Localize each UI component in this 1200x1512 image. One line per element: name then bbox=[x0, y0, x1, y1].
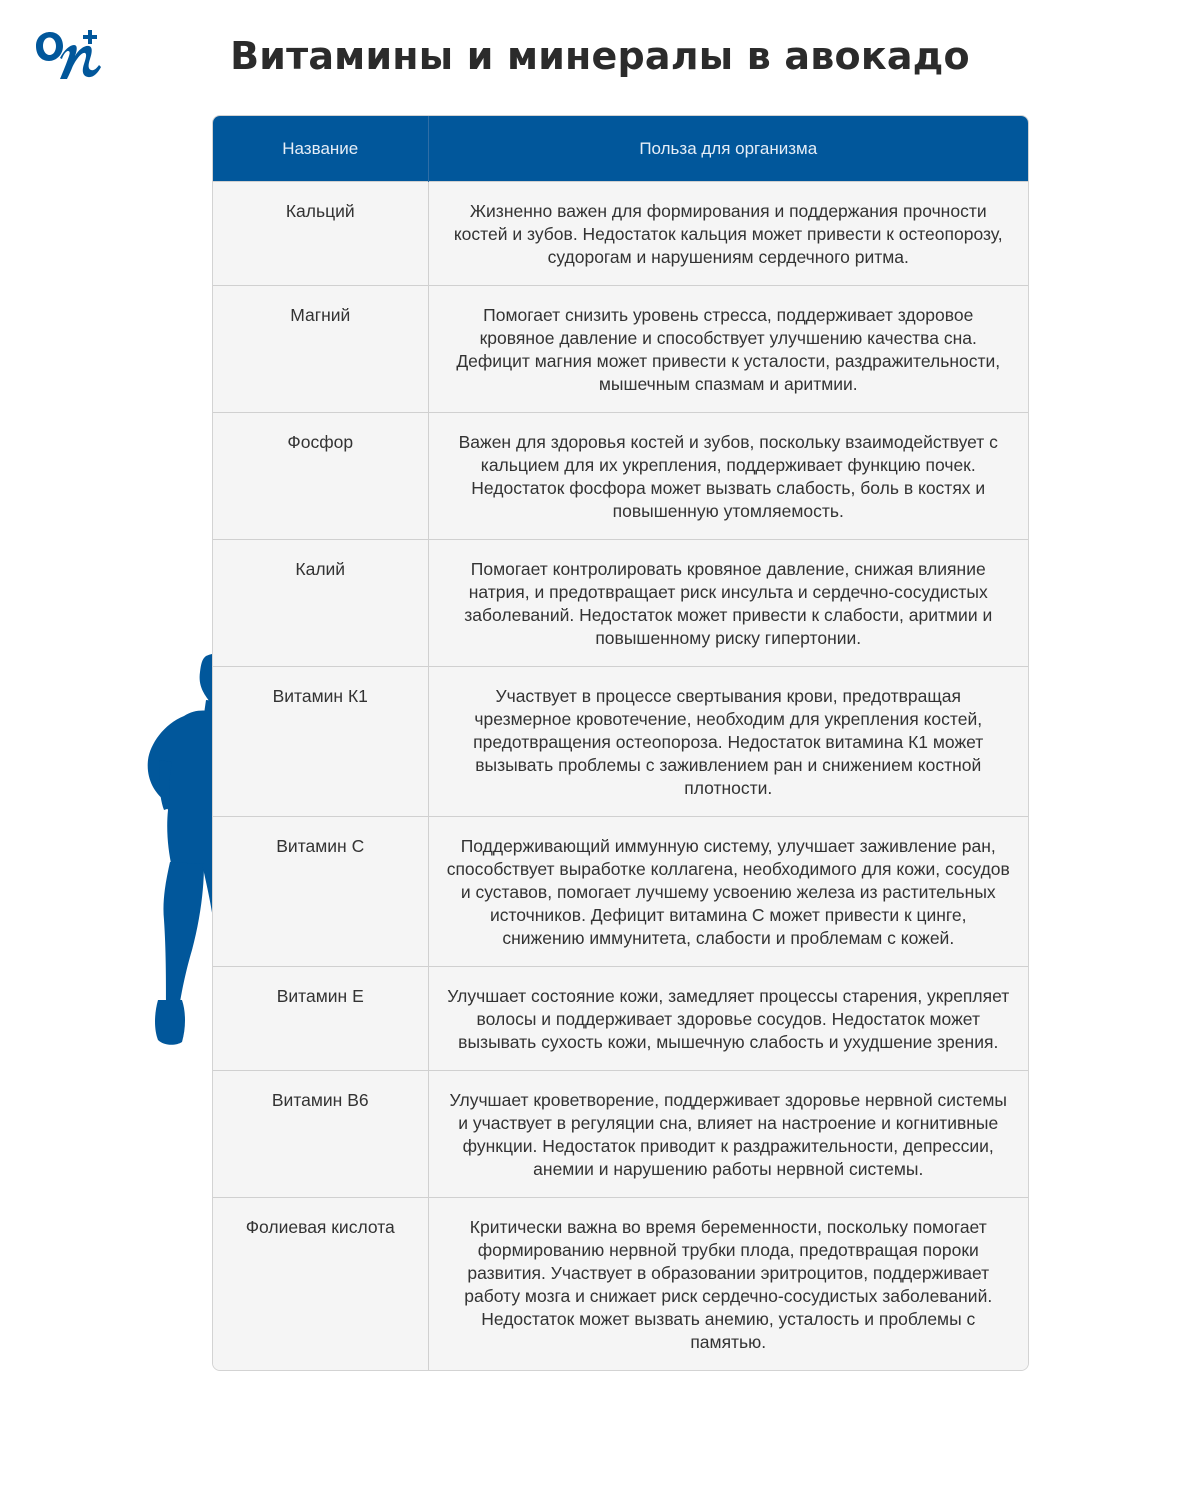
nutrient-name: Витамин В6 bbox=[213, 1071, 428, 1198]
nutrient-benefit: Важен для здоровья костей и зубов, поскольку взаимодействует с кальцием для их укрепления, поддерживает функцию почек. Недостаток фосфора может вызвать слабость, боль в костях и повышенную утомляемость. bbox=[428, 413, 1028, 540]
column-header-name: Название bbox=[213, 116, 428, 182]
column-header-benefit: Польза для организма bbox=[428, 116, 1028, 182]
table-row bbox=[213, 540, 1028, 667]
table-row bbox=[213, 667, 1028, 817]
table-row bbox=[213, 182, 1028, 286]
table-header-row bbox=[213, 116, 1028, 182]
nutrient-name: Фосфор bbox=[213, 413, 428, 540]
vitamins-table bbox=[212, 115, 1029, 1371]
nutrient-benefit: Жизненно важен для формирования и поддержания прочности костей и зубов. Недостаток кальция может привести к остеопорозу, судорогам и нарушениям сердечного ритма. bbox=[428, 182, 1028, 286]
nutrient-name: Витамин С bbox=[213, 817, 428, 967]
nutrient-benefit: Помогает снизить уровень стресса, поддерживает здоровое кровяное давление и способствует улучшению качества сна. Дефицит магния может привести к усталости, раздражительности, мышечным спазмам и аритмии. bbox=[428, 286, 1028, 413]
nutrient-name: Кальций bbox=[213, 182, 428, 286]
nutrient-benefit: Поддерживающий иммунную систему, улучшает заживление ран, способствует выработке коллагена, необходимого для кожи, сосудов и суставов, помогает лучшему усвоению железа из растительных источников. Дефицит витамина С может привести к цинге, снижению иммунитета, слабости и проблемам с кожей. bbox=[428, 817, 1028, 967]
table-row bbox=[213, 413, 1028, 540]
table-row bbox=[213, 817, 1028, 967]
nutrient-benefit: Участвует в процессе свертывания крови, предотвращая чрезмерное кровотечение, необходим для укрепления костей, предотвращения остеопороза. Недостаток витамина К1 может вызывать проблемы с заживлением ран и снижением костной плотности. bbox=[428, 667, 1028, 817]
table-row bbox=[213, 1198, 1028, 1371]
table-row bbox=[213, 1071, 1028, 1198]
nutrient-name: Витамин К1 bbox=[213, 667, 428, 817]
nutrient-name: Фолиевая кислота bbox=[213, 1198, 428, 1371]
table-row bbox=[213, 967, 1028, 1071]
table-row bbox=[213, 286, 1028, 413]
nutrient-benefit: Улучшает состояние кожи, замедляет процессы старения, укрепляет волосы и поддерживает здоровье сосудов. Недостаток может вызывать сухость кожи, мышечную слабость и ухудшение зрения. bbox=[428, 967, 1028, 1071]
nutrient-name: Витамин Е bbox=[213, 967, 428, 1071]
nutrient-benefit: Улучшает кроветворение, поддерживает здоровье нервной системы и участвует в регуляции сна, влияет на настроение и когнитивные функции. Недостаток приводит к раздражительности, депрессии, анемии и нарушению работы нервной системы. bbox=[428, 1071, 1028, 1198]
page-title: Витамины и минералы в авокадо bbox=[230, 34, 970, 78]
nutrient-benefit: Помогает контролировать кровяное давление, снижая влияние натрия, и предотвращает риск инсульта и сердечно-сосудистых заболеваний. Недостаток может привести к слабости, аритмии и повышенному риску гипертонии. bbox=[428, 540, 1028, 667]
nutrient-name: Магний bbox=[213, 286, 428, 413]
nutrient-benefit: Критически важна во время беременности, поскольку помогает формированию нервной трубки плода, предотвращая пороки развития. Участвует в образовании эритроцитов, поддерживает работу мозга и снижает риск сердечно-сосудистых заболеваний. Недостаток может вызвать анемию, усталость и проблемы с памятью. bbox=[428, 1198, 1028, 1371]
nutrient-name: Калий bbox=[213, 540, 428, 667]
